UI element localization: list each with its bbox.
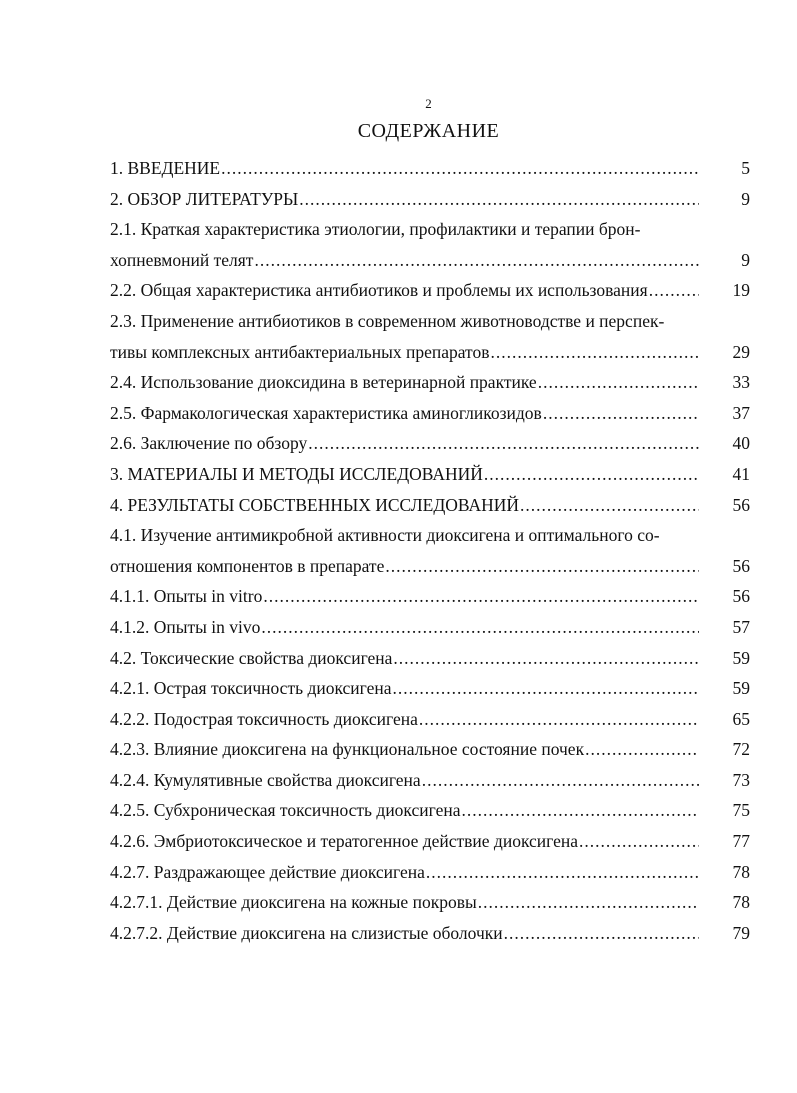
dot-leader	[520, 490, 699, 521]
dot-leader	[261, 612, 699, 643]
toc-entry-row	[110, 459, 750, 490]
toc-entry	[110, 367, 750, 398]
toc-entry	[110, 765, 750, 796]
toc-entry-title: 2.4. Использование диоксидина в ветеринарной практике	[110, 372, 537, 393]
toc-entry	[110, 673, 750, 704]
dot-leader	[393, 673, 699, 704]
toc-entry-title: 4. РЕЗУЛЬТАТЫ СОБСТВЕННЫХ ИССЛЕДОВАНИЙ	[110, 494, 520, 515]
toc-entry-page: 59	[732, 647, 750, 668]
toc-entry	[110, 581, 750, 612]
toc-entry-row	[110, 857, 750, 888]
toc-entry	[110, 612, 750, 643]
toc-entry-page: 56	[732, 555, 750, 576]
dot-leader	[538, 367, 699, 398]
toc-entry-title: хопневмоний телят	[110, 249, 254, 270]
toc-entry-title: 4.2.5. Субхроническая токсичность диоксигена	[110, 800, 461, 821]
toc-entry	[110, 857, 750, 888]
toc-entry-page: 57	[732, 616, 750, 637]
toc-entry-page: 65	[732, 708, 750, 729]
dot-leader	[385, 551, 699, 582]
toc-entry-title: 4.2. Токсические свойства диоксигена	[110, 647, 393, 668]
toc-entry-page: 77	[732, 831, 750, 852]
dot-leader	[649, 275, 699, 306]
toc-entry-row	[110, 153, 750, 184]
toc-entry	[110, 826, 750, 857]
toc-entry	[110, 520, 750, 581]
toc-entry-page: 9	[741, 249, 750, 270]
toc-entry-row	[110, 551, 750, 582]
toc-entry	[110, 734, 750, 765]
toc-entry-title: 2.5. Фармакологическая характеристика аминогликозидов	[110, 402, 542, 423]
toc-entry-row	[110, 918, 750, 949]
toc-entry-line: 2.1. Краткая характеристика этиологии, профилактики и терапии брон-	[110, 219, 641, 240]
toc-entry-page: 56	[732, 586, 750, 607]
toc-entry-row	[110, 337, 750, 368]
dot-leader	[490, 337, 699, 368]
toc-entry-page: 56	[732, 494, 750, 515]
dot-leader	[263, 581, 699, 612]
toc-entry-title: отношения компонентов в препарате	[110, 555, 385, 576]
toc-entry-page: 41	[732, 463, 750, 484]
dot-leader	[422, 765, 699, 796]
toc-entry-title: 3. МАТЕРИАЛЫ И МЕТОДЫ ИССЛЕДОВАНИЙ	[110, 463, 483, 484]
dot-leader	[393, 643, 699, 674]
toc-entry-page: 78	[732, 861, 750, 882]
toc-entry-title: 4.2.6. Эмбриотоксическое и тератогенное действие диоксигена	[110, 831, 578, 852]
dot-leader	[221, 153, 699, 184]
toc-entry-page: 75	[732, 800, 750, 821]
dot-leader	[254, 245, 699, 276]
toc-entry	[110, 490, 750, 521]
toc-entry	[110, 398, 750, 429]
toc-entry	[110, 214, 750, 275]
dot-leader	[579, 826, 699, 857]
toc-title: СОДЕРЖАНИЕ	[357, 120, 500, 142]
toc-entry-title: тивы комплексных антибактериальных препаратов	[110, 341, 490, 362]
toc-entry-title: 4.2.3. Влияние диоксигена на функциональное состояние почек	[110, 739, 585, 760]
toc-entry-page: 29	[732, 341, 750, 362]
toc-entry-title: 1. ВВЕДЕНИЕ	[110, 158, 221, 178]
toc-entry-title: 4.2.7.1. Действие диоксигена на кожные покровы	[110, 892, 477, 913]
toc-entry	[110, 306, 750, 367]
toc-entry-title: 4.2.4. Кумулятивные свойства диоксигена	[110, 769, 421, 790]
toc-entry	[110, 153, 750, 184]
toc-entry-row	[110, 184, 750, 215]
toc-entry-row	[110, 490, 750, 521]
dot-leader	[504, 918, 699, 949]
toc-entry-line: 2.3. Применение антибиотиков в современном животноводстве и перспек-	[110, 310, 665, 331]
toc-entry	[110, 887, 750, 918]
dot-leader	[478, 887, 699, 918]
toc-entry-row	[110, 673, 750, 704]
toc-entry-row	[110, 367, 750, 398]
toc-entry-page: 73	[732, 769, 750, 790]
toc-entry-page: 59	[732, 678, 750, 699]
toc-entry	[110, 918, 750, 949]
dot-leader	[299, 184, 699, 215]
toc-entry	[110, 643, 750, 674]
toc-entry-page: 33	[732, 372, 750, 393]
toc-entry-title: 4.2.7. Раздражающее действие диоксигена	[110, 861, 425, 882]
toc-entry-page: 40	[732, 433, 750, 454]
page-number: 2	[425, 96, 432, 111]
toc-entry-row	[110, 734, 750, 765]
toc-entry-page: 19	[732, 280, 750, 301]
toc-entry-row	[110, 826, 750, 857]
toc-entry-title: 4.2.2. Подострая токсичность диоксигена	[110, 708, 418, 729]
toc-entry-row	[110, 765, 750, 796]
toc-entry-row	[110, 275, 750, 306]
toc-entry-row	[110, 643, 750, 674]
toc-entry-row	[110, 398, 750, 429]
dot-leader	[461, 795, 699, 826]
toc-entry-page: 37	[732, 402, 750, 423]
toc-entry	[110, 275, 750, 306]
dot-leader	[419, 704, 699, 735]
toc-entry-row	[110, 581, 750, 612]
toc-entry-row	[110, 887, 750, 918]
toc-entry-title: 4.1.2. Опыты in vivo	[110, 616, 261, 637]
toc-entry	[110, 459, 750, 490]
dot-leader	[585, 734, 699, 765]
toc-entry-line: 4.1. Изучение антимикробной активности диоксигена и оптимального со-	[110, 525, 660, 546]
table-of-contents	[110, 153, 750, 948]
toc-entry-page: 78	[732, 892, 750, 913]
toc-entry	[110, 704, 750, 735]
toc-entry	[110, 428, 750, 459]
toc-entry-title: 2.2. Общая характеристика антибиотиков и проблемы их использования	[110, 280, 648, 301]
toc-entry-title: 4.1.1. Опыты in vitro	[110, 586, 263, 607]
dot-leader	[543, 398, 699, 429]
toc-entry-title: 4.2.7.2. Действие диоксигена на слизистые оболочки	[110, 922, 503, 943]
toc-entry-row	[110, 795, 750, 826]
toc-entry-page: 72	[732, 739, 750, 760]
toc-entry-title: 4.2.1. Острая токсичность диоксигена	[110, 678, 392, 699]
toc-entry-row	[110, 612, 750, 643]
toc-entry-row	[110, 704, 750, 735]
toc-entry-page: 79	[732, 922, 750, 943]
toc-entry-page: 5	[741, 158, 750, 178]
dot-leader	[308, 428, 699, 459]
toc-entry-row	[110, 245, 750, 276]
toc-entry	[110, 184, 750, 215]
toc-entry-row	[110, 428, 750, 459]
dot-leader	[426, 857, 699, 888]
toc-entry-title: 2.6. Заключение по обзору	[110, 433, 308, 454]
toc-entry-page: 9	[741, 188, 750, 209]
toc-entry-title: 2. ОБЗОР ЛИТЕРАТУРЫ	[110, 188, 299, 209]
toc-entry	[110, 795, 750, 826]
dot-leader	[484, 459, 699, 490]
